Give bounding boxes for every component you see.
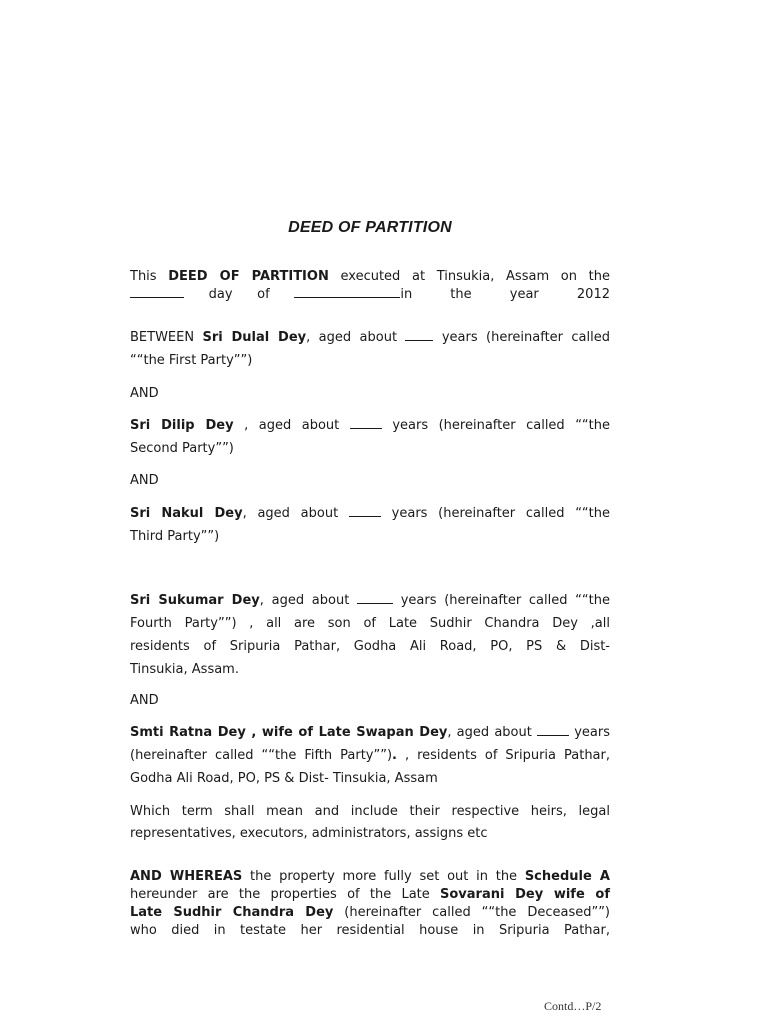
month-blank xyxy=(294,286,400,298)
and-separator-3: AND xyxy=(130,693,159,708)
fourth-party-line-1: Sri Sukumar Dey, aged about years (hereinafter called ““the xyxy=(130,593,610,608)
fourth-party-line-2: Fourth Party””) , all are son of Late Sudhir Chandra Dey ,all xyxy=(130,616,610,631)
first-party-line-1: BETWEEN Sri Dulal Dey, aged about years (hereinafter called xyxy=(130,330,610,345)
intro-line-1: This DEED OF PARTITION executed at Tinsukia, Assam on the xyxy=(130,269,610,284)
continuation-footer: Contd…P/2 xyxy=(544,999,602,1013)
second-party-line-2: Second Party””) xyxy=(130,441,234,456)
fifth-party-name: Smti Ratna Dey , wife of Late Swapan Dey xyxy=(130,725,448,740)
fourth-party-line-4: Tinsukia, Assam. xyxy=(130,662,239,677)
and-separator-1: AND xyxy=(130,386,159,401)
second-party-name: Sri Dilip Dey xyxy=(130,418,234,433)
fifth-party-line-2: (hereinafter called ““the Fifth Party””). , residents of Sripuria Pathar, xyxy=(130,748,610,763)
whereas-line-1: AND WHEREAS the property more fully set out in the Schedule A xyxy=(130,869,610,884)
first-party-line-2: ““the First Party””) xyxy=(130,353,253,368)
third-party-line-2: Third Party””) xyxy=(130,529,220,544)
and-separator-2: AND xyxy=(130,473,159,488)
document-title: DEED OF PARTITION xyxy=(288,219,452,236)
whereas-line-3: Late Sudhir Chandra Dey (hereinafter called ““the Deceased””) xyxy=(130,905,611,920)
day-blank xyxy=(130,286,184,298)
whereas-line-4: who died in testate her residential house in Sripuria Pathar, xyxy=(130,923,610,938)
third-party-line-1: Sri Nakul Dey, aged about years (hereinafter called ““the xyxy=(130,506,611,521)
second-party-line-1: Sri Dilip Dey , aged about years (hereinafter called ““the xyxy=(130,418,611,433)
intro-deed-bold: DEED OF PARTITION xyxy=(168,269,329,284)
which-term-line-2: representatives, executors, administrators, assigns etc xyxy=(130,826,488,841)
fifth-party-line-1: Smti Ratna Dey , wife of Late Swapan Dey, aged about years xyxy=(130,725,610,740)
whereas-line-2: hereunder are the properties of the Late Sovarani Dey wife of xyxy=(130,887,610,902)
fifth-party-line-3: Godha Ali Road, PO, PS & Dist- Tinsukia, Assam xyxy=(130,771,438,786)
first-party-name: Sri Dulal Dey xyxy=(202,330,307,345)
which-term-line-1: Which term shall mean and include their respective heirs, legal xyxy=(130,804,610,819)
intro-line-2: day of in the year 2012 xyxy=(130,284,610,306)
third-party-name: Sri Nakul Dey xyxy=(130,506,243,521)
fourth-party-line-3: residents of Sripuria Pathar, Godha Ali Road, PO, PS & Dist- xyxy=(130,639,610,654)
fourth-party-name: Sri Sukumar Dey xyxy=(130,593,260,608)
